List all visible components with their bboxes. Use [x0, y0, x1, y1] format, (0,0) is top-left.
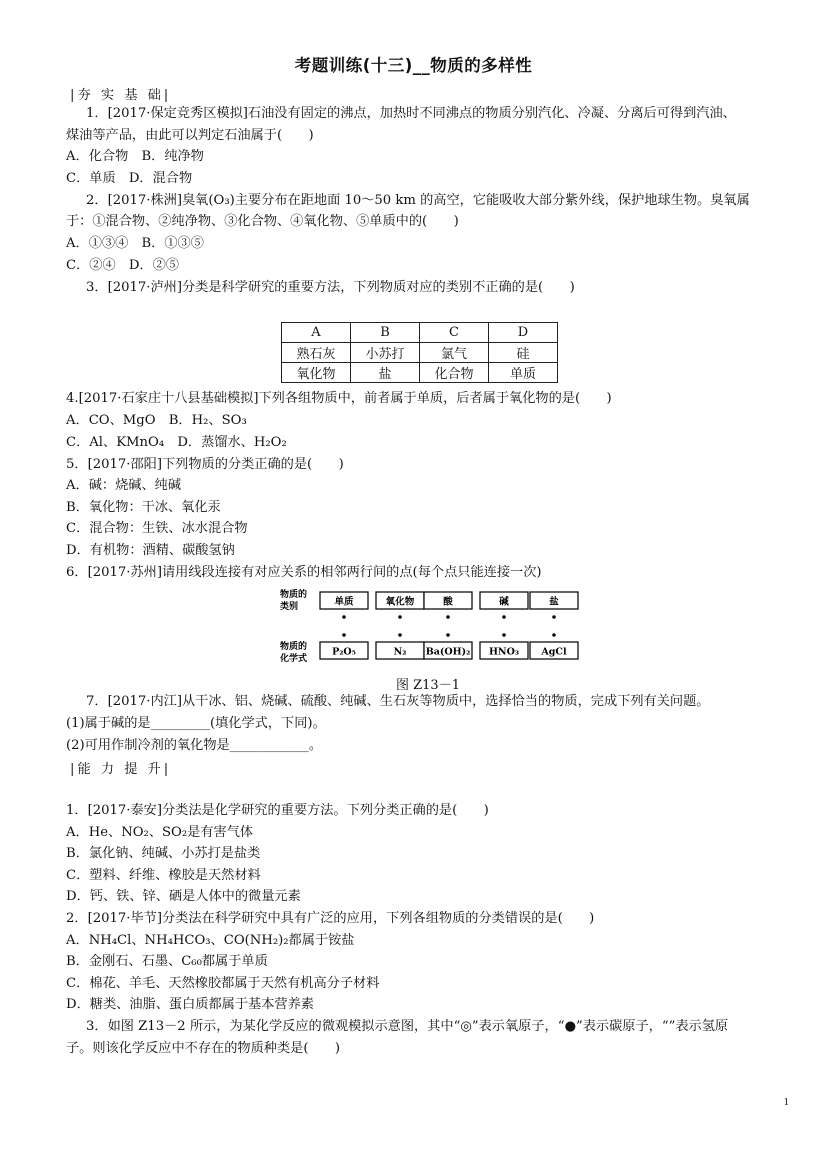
- category-label: 氧化物: [385, 596, 415, 608]
- connection-dot[interactable]: [552, 633, 556, 637]
- question-text: 3．如图 Z13－2 所示，为某化学反应的微观模拟示意图，其中“◎”表示氧原子，“●”表示碳原子，“”表示氢原: [86, 1019, 729, 1034]
- category-label: 单质: [334, 596, 354, 608]
- page-number: 1: [783, 1096, 789, 1108]
- category-row: [320, 592, 578, 619]
- option-line: C．单质 D．混合物: [66, 171, 193, 186]
- table-cell: 盐: [351, 363, 420, 383]
- question-text: 1．[2017·保定竞秀区模拟]石油没有固定的沸点，加热时不同沸点的物质分别汽化、冷凝、分离后可得到汽油、: [86, 106, 736, 121]
- option-line: D．糖类、油脂、蛋白质都属于基本营养素: [66, 997, 314, 1012]
- option-line: C．混合物：生铁、冰水混合物: [66, 521, 248, 536]
- table-cell: 氧化物: [282, 363, 351, 383]
- question-text: 煤油等产品，由此可以判定石油属于( ): [66, 128, 314, 143]
- formula-label: AgCl: [541, 646, 567, 658]
- section-heading-improve: |能 力 提 升|: [70, 762, 172, 777]
- option-line: D．钙、铁、锌、硒是人体中的微量元素: [66, 889, 301, 904]
- question-text: 1．[2017·泰安]分类法是化学研究的重要方法。下列分类正确的是( ): [66, 803, 489, 818]
- diagram-row-label: 物质的: [280, 590, 308, 600]
- category-label: 酸: [443, 596, 453, 608]
- connection-dot[interactable]: [398, 633, 402, 637]
- formula-label: Ba(OH)₂: [425, 646, 471, 658]
- question-text: 4.[2017·石家庄十八县基础模拟]下列各组物质中，前者属于单质，后者属于氧化物的是( ): [66, 391, 612, 406]
- connection-dot[interactable]: [502, 615, 506, 619]
- table-cell: 小苏打: [351, 343, 420, 363]
- question-text: 子。则该化学反应中不存在的物质种类是( ): [66, 1041, 341, 1056]
- question-text: (2)可用作制冷剂的氧化物是____________。: [66, 738, 323, 753]
- table-cell: 单质: [489, 363, 558, 383]
- option-line: A．He、NO₂、SO₂是有害气体: [66, 825, 254, 840]
- option-line: A．化合物 B．纯净物: [66, 149, 204, 164]
- formula-label: P₂O₅: [332, 646, 356, 658]
- connection-dot[interactable]: [446, 633, 450, 637]
- question-text: 2．[2017·株洲]臭氧(O₃)主要分布在距地面 10～50 km 的高空，它能吸收大部分紫外线，保护地球生物。臭氧属: [86, 193, 750, 208]
- question-text: 2．[2017·毕节]分类法在科学研究中具有广泛的应用，下列各组物质的分类错误的是( ): [66, 911, 595, 926]
- classification-table: [281, 322, 558, 383]
- question-text: (1)属于碱的是_________(填化学式，下同)。: [66, 716, 326, 731]
- option-line: B．金刚石、石墨、C₆₀都属于单质: [66, 954, 268, 969]
- page-title: 考题训练(十三)__物质的多样性: [294, 56, 533, 75]
- question-text: 6．[2017·苏州]请用线段连接有对应关系的相邻两行间的点(每个点只能连接一次): [66, 565, 542, 580]
- diagram-row-label: 化学式: [280, 654, 308, 664]
- option-line: A．CO、MgO B．H₂、SO₃: [66, 413, 247, 428]
- diagram-row-label: 类别: [280, 602, 299, 612]
- option-line: B．氯化钠、纯碱、小苏打是盐类: [66, 846, 261, 861]
- option-line: C．②④ D．②⑤: [66, 258, 179, 273]
- option-line: A．碱：烧碱、纯碱: [66, 478, 182, 493]
- table-header: B: [351, 323, 420, 343]
- option-line: A．①③④ B．①③⑤: [66, 236, 204, 251]
- formula-row: [320, 633, 578, 659]
- option-line: A．NH₄Cl、NH₄HCO₃、CO(NH₂)₂都属于铵盐: [66, 933, 355, 948]
- section-heading-basics: |夯 实 基 础|: [70, 88, 172, 103]
- option-line: C．棉花、羊毛、天然橡胶都属于天然有机高分子材料: [66, 976, 380, 991]
- formula-label: HNO₃: [488, 646, 520, 658]
- formula-label: N₂: [393, 646, 407, 658]
- table-header: D: [489, 323, 558, 343]
- table-cell: 氯气: [420, 343, 489, 363]
- table-cell: 硅: [489, 343, 558, 363]
- connection-dot[interactable]: [446, 615, 450, 619]
- connection-dot[interactable]: [502, 633, 506, 637]
- option-line: D．有机物：酒精、碳酸氢钠: [66, 543, 235, 558]
- question-text: 5．[2017·邵阳]下列物质的分类正确的是( ): [66, 457, 344, 472]
- category-label: 碱: [499, 596, 509, 608]
- question-text: 7．[2017·内江]从干冰、铝、烧碱、硫酸、纯碱、生石灰等物质中，选择恰当的物质，完成下列有关问题。: [86, 694, 710, 709]
- figure-caption: 图 Z13－1: [396, 678, 460, 693]
- option-line: B．氧化物：干冰、氧化汞: [66, 500, 221, 515]
- table-header: A: [282, 323, 351, 343]
- table-header: C: [420, 323, 489, 343]
- option-line: C．塑料、纤维、橡胶是天然材料: [66, 868, 261, 883]
- connection-dot[interactable]: [398, 615, 402, 619]
- connection-dot[interactable]: [552, 615, 556, 619]
- connection-dot[interactable]: [342, 615, 346, 619]
- category-label: 盐: [549, 596, 559, 608]
- option-line: C．Al、KMnO₄ D．蒸馏水、H₂O₂: [66, 435, 287, 450]
- question-text: 3．[2017·泸州]分类是科学研究的重要方法，下列物质对应的类别不正确的是( ): [86, 280, 575, 295]
- matching-diagram: [272, 586, 592, 666]
- connection-dot[interactable]: [342, 633, 346, 637]
- table-cell: 熟石灰: [282, 343, 351, 363]
- diagram-row-label: 物质的: [280, 642, 308, 652]
- table-cell: 化合物: [420, 363, 489, 383]
- question-text: 于：①混合物、②纯净物、③化合物、④氧化物、⑤单质中的( ): [66, 214, 459, 229]
